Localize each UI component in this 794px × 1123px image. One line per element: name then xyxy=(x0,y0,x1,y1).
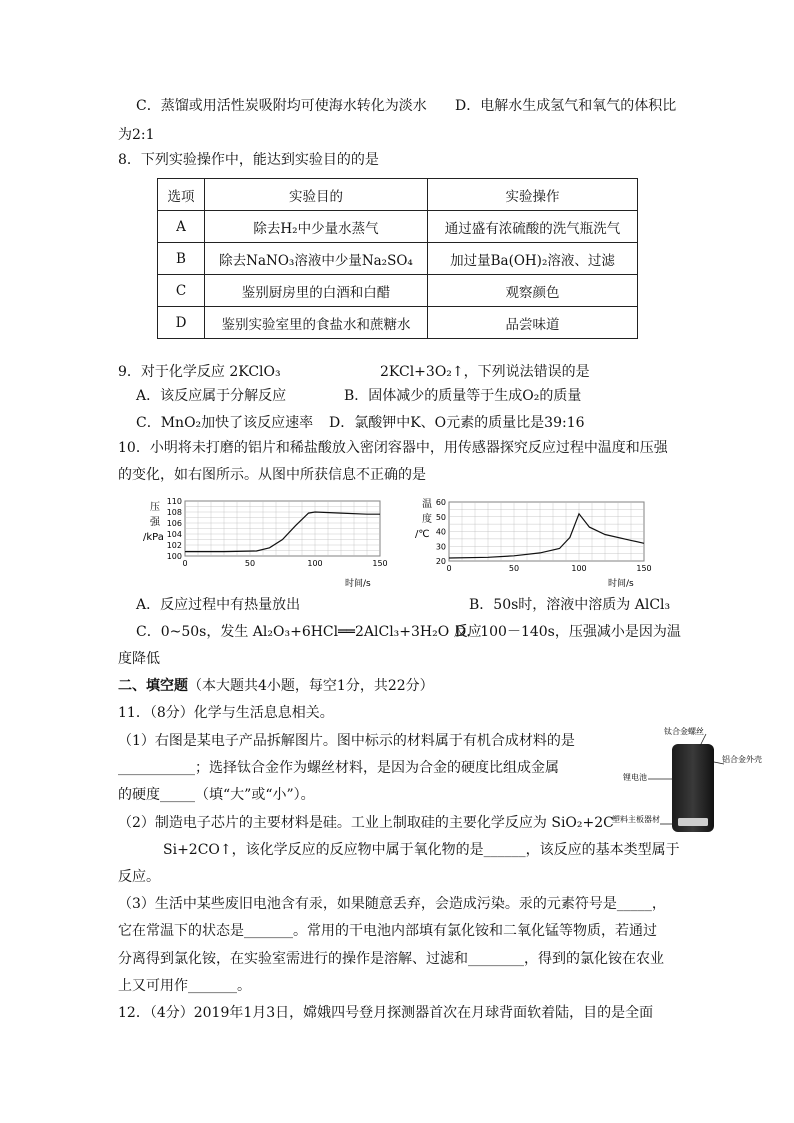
q11-part3-line4: 上又可用作_______。 xyxy=(118,978,251,994)
y-tick-label: 102 xyxy=(166,541,182,550)
table-row xyxy=(158,211,638,243)
x-tick-label: 50 xyxy=(508,564,520,573)
x-tick-label: 0 xyxy=(182,559,188,568)
table-header-row xyxy=(158,179,638,211)
x-tick-label: 150 xyxy=(636,564,652,573)
table-row xyxy=(158,275,638,307)
temperature-chart xyxy=(405,495,660,590)
q9-option-c: C．MnO₂加快了该反应速率 xyxy=(136,415,314,431)
table-row xyxy=(158,243,638,275)
x-tick-label: 150 xyxy=(372,559,388,568)
q11-part3-line1: （3）生活中某些废旧电池含有汞，如果随意丢弃，会造成污染。汞的元素符号是_____， xyxy=(118,896,666,912)
header-option: 选项 xyxy=(158,179,205,211)
section-note: （本大题共4小题，每空1分，共22分） xyxy=(188,678,434,694)
y-axis-label-char: /℃ xyxy=(415,529,430,540)
cell-operation: 品尝味道 xyxy=(428,307,638,339)
q9-option-a: A．该反应属于分解反应 xyxy=(136,388,287,404)
x-tick-label: 0 xyxy=(446,564,452,573)
cell-option: A xyxy=(158,211,205,243)
teardown-photo-svg xyxy=(610,724,770,839)
q10-stem-line1: 10．小明将未打磨的铝片和稀盐酸放入密闭容器中，用传感器探究反应过程中温度和压强 xyxy=(118,440,668,456)
q10-stem-line2: 的变化，如右图所示。从图中所获信息不正确的是 xyxy=(118,467,426,483)
y-tick-label: 20 xyxy=(435,557,446,566)
q11-part1-line2: ___________；选择钛合金作为螺丝材料，是因为合金的硬度比组成金属 xyxy=(118,760,559,776)
q7-option-c: C．蒸馏或用活性炭吸附均可使海水转化为淡水 xyxy=(136,98,427,114)
y-axis-label-char: 度 xyxy=(422,514,432,525)
cell-purpose: 鉴别实验室里的食盐水和蔗糖水 xyxy=(205,307,428,339)
cell-option: D xyxy=(158,307,205,339)
y-tick-label: 30 xyxy=(435,542,446,552)
y-tick-label: 108 xyxy=(166,508,182,517)
y-tick-label: 106 xyxy=(166,519,182,528)
header-operation: 实验操作 xyxy=(428,179,638,211)
y-tick-label: 40 xyxy=(435,527,446,537)
q7-option-d-continued: 为2:1 xyxy=(118,127,155,143)
table-row xyxy=(158,307,638,339)
q11-part3-line3: 分离得到氯化铵，在实验室需进行的操作是溶解、过滤和________，得到的氯化铵在农业 xyxy=(118,951,664,967)
q11-part3-line2: 它在常温下的状态是_______。常用的干电池内部填有氯化铵和二氧化锰等物质，若通过 xyxy=(118,923,657,939)
y-axis-label-char: 压 xyxy=(150,502,160,513)
q11-part2-line2: Si+2CO↑，该化学反应的反应物中属于氧化物的是______，该反应的基本类型属于 xyxy=(163,842,680,858)
cell-option: B xyxy=(158,243,205,275)
cell-purpose: 鉴别厨房里的白酒和白醋 xyxy=(205,275,428,307)
x-tick-label: 50 xyxy=(244,559,256,568)
label-battery: 锂电池 xyxy=(623,773,647,782)
temperature-chart-svg xyxy=(405,495,660,590)
label-shell: 铝合金外壳 xyxy=(722,755,762,764)
cell-operation: 加过量Ba(OH)₂溶液、过滤 xyxy=(428,243,638,275)
x-tick-label: 100 xyxy=(571,564,587,573)
x-tick-label: 100 xyxy=(307,559,323,568)
q10-option-d: D．100－140s，压强减小是因为温 xyxy=(455,624,681,640)
y-tick-label: 50 xyxy=(435,512,446,522)
q8-stem: 8．下列实验操作中，能达到实验目的的是 xyxy=(118,152,379,168)
y-axis-label-char: 温 xyxy=(422,499,432,510)
q9-option-d: D．氯酸钾中K、O元素的质量比是39:16 xyxy=(329,415,585,431)
q7-option-d: D．电解水生成氢气和氧气的体积比 xyxy=(455,98,677,114)
y-tick-label: 100 xyxy=(166,552,182,561)
q11-part1-line3: 的硬度_____（填“大”或“小”）。 xyxy=(118,787,315,803)
label-board: 塑料主板器材 xyxy=(612,815,660,824)
q9-stem-a: 9．对于化学反应 2KClO₃ xyxy=(118,364,281,380)
q8-table xyxy=(157,178,638,339)
cell-operation: 观察颜色 xyxy=(428,275,638,307)
q11-part1-line1: （1）右图是某电子产品拆解图片。图中标示的材料属于有机合成材料的是 xyxy=(118,733,575,749)
cell-purpose: 除去NaNO₃溶液中少量Na₂SO₄ xyxy=(205,243,428,275)
q9-stem-b: 2KCl+3O₂↑，下列说法错误的是 xyxy=(380,364,590,380)
x-axis-label: 时间/s xyxy=(345,579,371,589)
y-axis-label-char: 强 xyxy=(150,517,160,528)
q12-stem: 12．（4分）2019年1月3日，嫦娥四号登月探测器首次在月球背面软着陆，目的是全面 xyxy=(118,1005,654,1021)
q11-stem: 11．（8分）化学与生活息息相关。 xyxy=(118,705,334,721)
x-axis-label: 时间/s xyxy=(608,579,634,589)
q10-option-d-continued: 度降低 xyxy=(118,651,160,667)
label-screw: 钛合金螺丝 xyxy=(664,727,704,736)
y-axis-label-char: /kPa xyxy=(143,532,164,543)
section-heading xyxy=(118,677,434,695)
y-tick-label: 104 xyxy=(166,530,182,539)
device-board-strip xyxy=(678,818,708,826)
q11-part2-line3: 反应。 xyxy=(118,869,160,885)
y-tick-label: 110 xyxy=(166,497,182,506)
cell-purpose: 除去H₂中少量水蒸气 xyxy=(205,211,428,243)
y-tick-label: 60 xyxy=(435,498,446,507)
q10-option-c: C．0~50s，发生 Al₂O₃+6HCl══2AlCl₃+3H₂O 反应 xyxy=(136,624,482,640)
q10-option-b: B．50s时，溶液中溶质为 AlCl₃ xyxy=(469,597,671,613)
teardown-photo xyxy=(610,724,770,839)
section-title: 二、填空题 xyxy=(118,678,188,694)
q10-option-a: A．反应过程中有热量放出 xyxy=(136,597,301,613)
pressure-chart-svg xyxy=(140,495,390,590)
header-purpose: 实验目的 xyxy=(205,179,428,211)
pressure-chart xyxy=(140,495,390,590)
cell-option: C xyxy=(158,275,205,307)
cell-operation: 通过盛有浓硫酸的洗气瓶洗气 xyxy=(428,211,638,243)
q11-part2-line1: （2）制造电子芯片的主要材料是硅。工业上制取硅的主要化学反应为 SiO₂+2C xyxy=(118,815,614,831)
q9-option-b: B．固体减少的质量等于生成O₂的质量 xyxy=(344,388,582,404)
